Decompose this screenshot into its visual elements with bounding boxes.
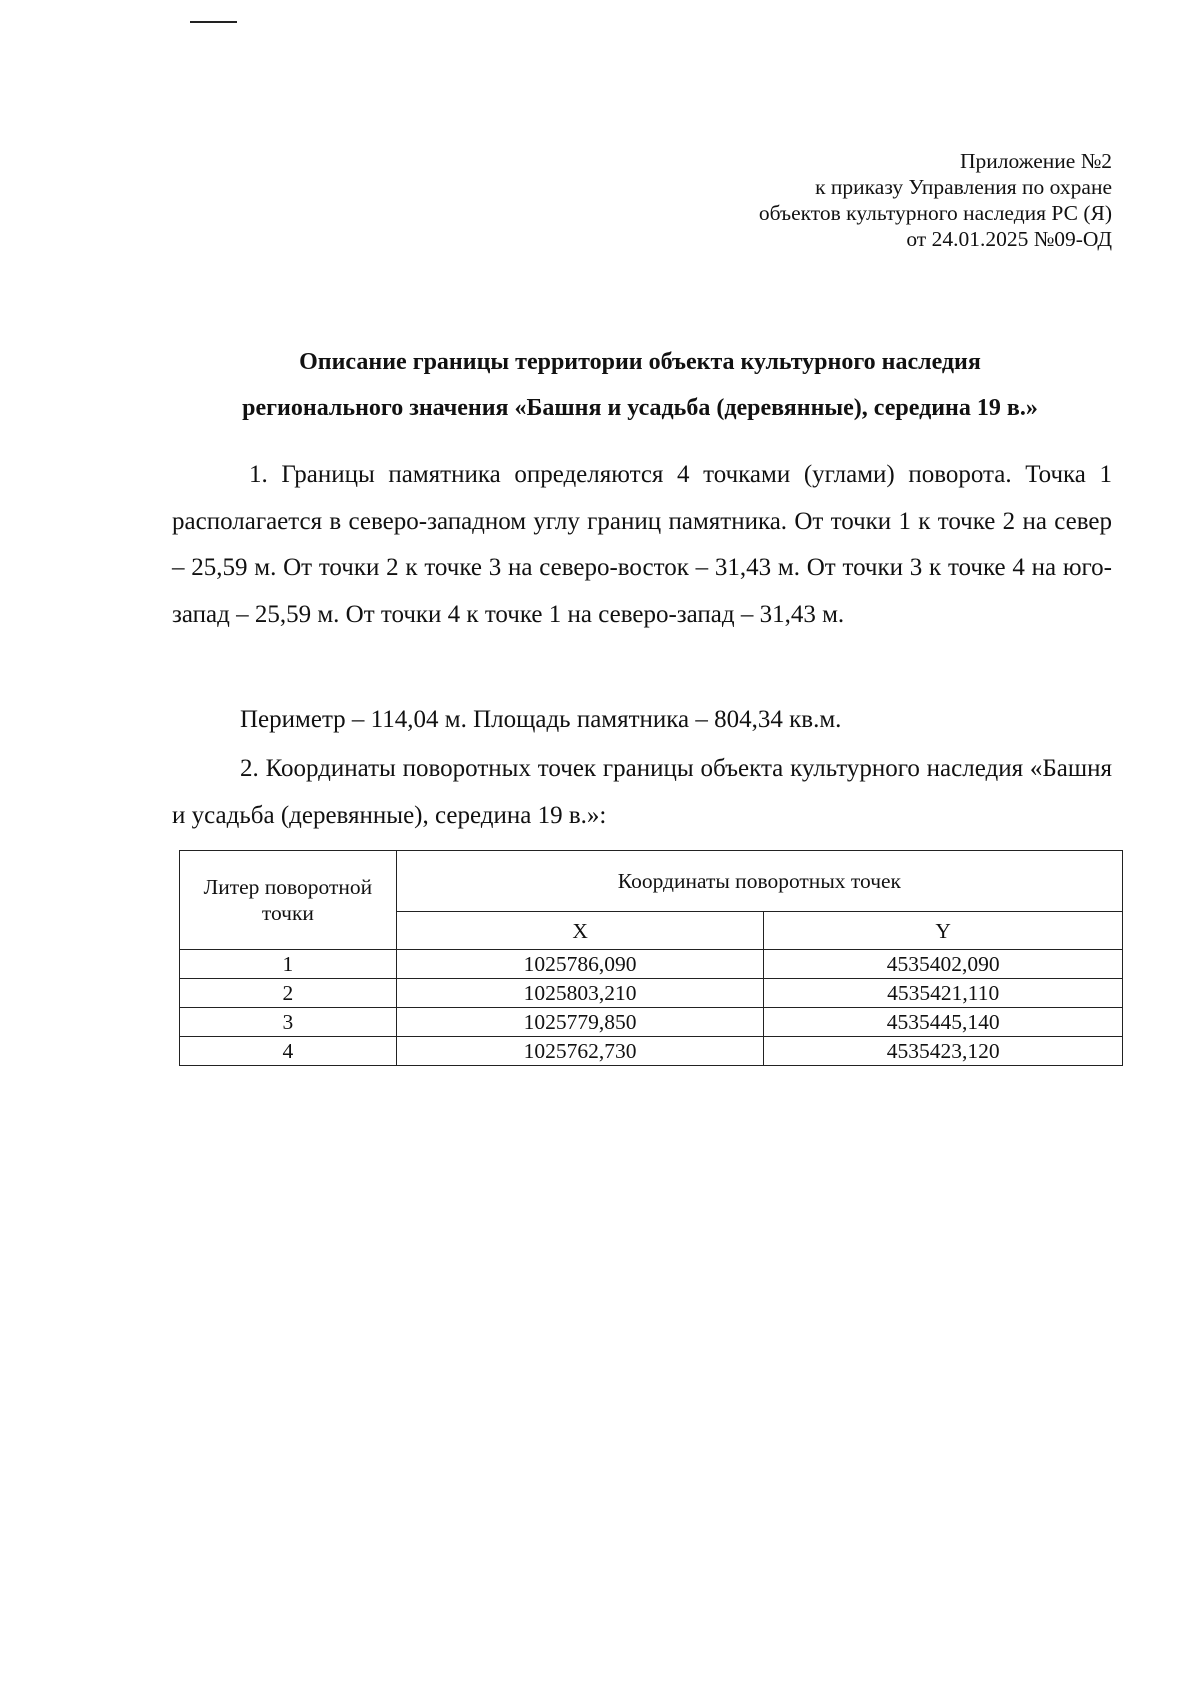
table-row	[180, 1037, 1123, 1066]
x-value: 1025803,210	[396, 979, 764, 1008]
title-line-1: Описание границы территории объекта культурного наследия	[299, 349, 981, 375]
header-liter: Литер поворотной точки	[180, 851, 397, 950]
table-row	[180, 950, 1123, 979]
x-value: 1025779,850	[396, 1008, 764, 1037]
point-label: 1	[180, 950, 397, 979]
appendix-header	[600, 148, 1112, 252]
y-value: 4535421,110	[764, 979, 1123, 1008]
appendix-line-1: Приложение №2	[959, 149, 1112, 173]
y-value: 4535445,140	[764, 1008, 1123, 1037]
appendix-line-4: от 24.01.2025 №09-ОД	[906, 227, 1112, 251]
y-value: 4535423,120	[764, 1037, 1123, 1066]
table-row	[180, 1008, 1123, 1037]
point-label: 4	[180, 1037, 397, 1066]
table-row	[180, 979, 1123, 1008]
x-value: 1025762,730	[396, 1037, 764, 1066]
header-y: Y	[764, 912, 1123, 950]
document-title	[150, 339, 1130, 431]
table-header-row	[180, 851, 1123, 912]
appendix-line-3: объектов культурного наследия РС (Я)	[758, 201, 1112, 225]
header-x: X	[396, 912, 764, 950]
top-rule	[190, 21, 237, 23]
x-value: 1025786,090	[396, 950, 764, 979]
paragraph-boundaries: 1. Границы памятника определяются 4 точками (углами) поворота. Точка 1 располагается в северо-западном углу границ памятника. От точки 1 к точке 2 на север – 25,59 м. От точки 2 к точке 3 на северо-восток – 31,43 м. От точки 3 к точке 4 на юго-запад – 25,59 м. От точки 4 к точке 1 на северо-запад – 31,43 м.	[172, 461, 1112, 628]
point-label: 2	[180, 979, 397, 1008]
header-coordinates: Координаты поворотных точек	[396, 851, 1122, 912]
paragraph-coordinates: 2. Координаты поворотных точек границы объекта культурного наследия «Башня и усадьба (деревянные), середина 19 в.»:	[172, 755, 1112, 829]
point-label: 3	[180, 1008, 397, 1037]
coordinates-table	[179, 850, 1123, 1066]
paragraph-perimeter: Периметр – 114,04 м. Площадь памятника – 804,34 кв.м.	[240, 706, 842, 733]
appendix-line-2: к приказу Управления по охране	[815, 175, 1112, 199]
y-value: 4535402,090	[764, 950, 1123, 979]
title-line-2: регионального значения «Башня и усадьба (деревянные), середина 19 в.»	[242, 395, 1038, 421]
